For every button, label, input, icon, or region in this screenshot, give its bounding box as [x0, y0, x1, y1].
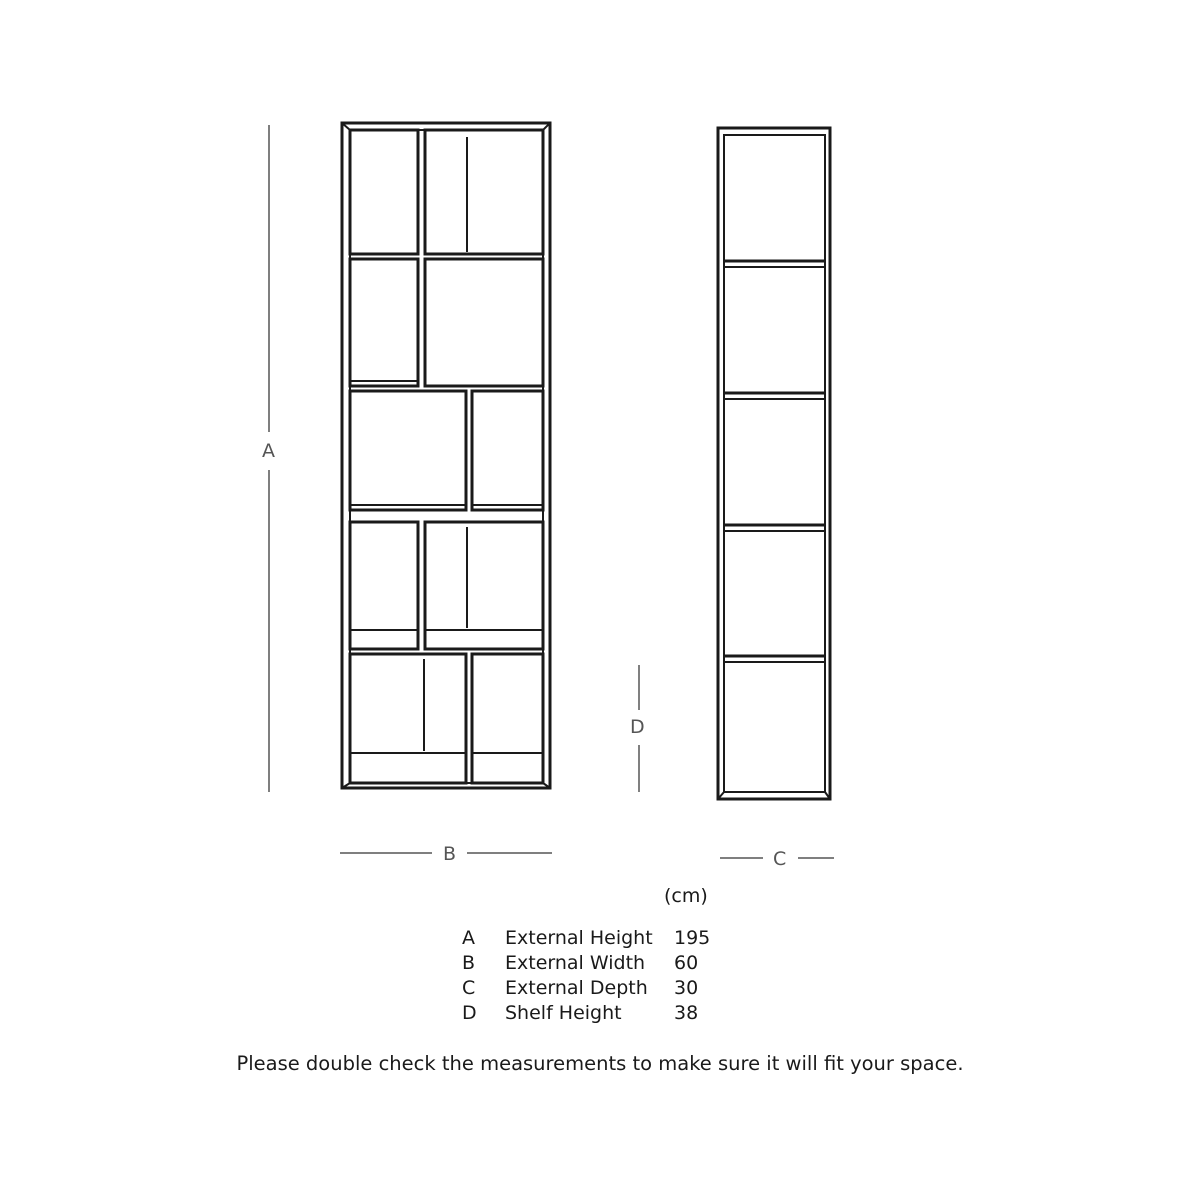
- spec-name: Shelf Height: [505, 1002, 622, 1024]
- table-row: [462, 1001, 710, 1026]
- spec-name: External Depth: [505, 977, 648, 999]
- side-view: [718, 128, 830, 799]
- table-row: [462, 951, 710, 976]
- spec-code: A: [462, 927, 475, 949]
- front-view: [342, 123, 550, 788]
- spec-code: C: [462, 977, 476, 999]
- spec-name: External Width: [505, 952, 646, 974]
- dimension-c-label: C: [773, 848, 787, 870]
- dimension-a-label: A: [262, 440, 275, 462]
- spec-value: 195: [674, 927, 711, 949]
- table-row: [462, 926, 710, 951]
- spec-name: External Height: [505, 927, 653, 949]
- spec-value: 38: [674, 1002, 699, 1024]
- unit-label: (cm): [664, 885, 708, 907]
- measurements-table: [462, 926, 710, 1026]
- dimension-b-label: B: [443, 843, 457, 865]
- dimension-d-label: D: [630, 716, 645, 738]
- table-row: [462, 976, 710, 1001]
- spec-value: 30: [674, 977, 699, 999]
- spec-code: D: [462, 1002, 477, 1024]
- spec-code: B: [462, 952, 476, 974]
- fit-note: Please double check the measurements to make sure it will fit your space.: [236, 1052, 964, 1075]
- spec-value: 60: [674, 952, 699, 974]
